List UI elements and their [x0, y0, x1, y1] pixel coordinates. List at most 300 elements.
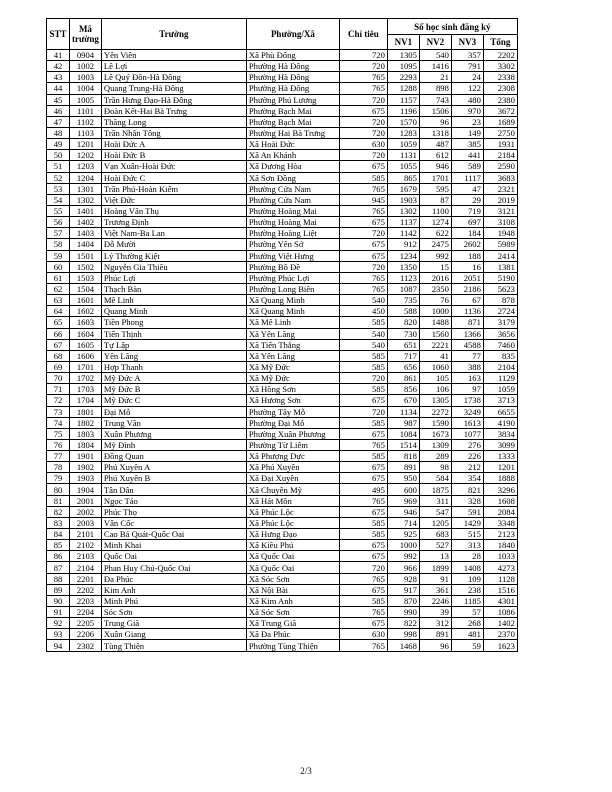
cell-quota: 585 [339, 361, 387, 372]
header-school: Trường [101, 19, 246, 50]
cell-quota: 765 [339, 272, 387, 283]
cell-ward: Phường Từ Liêm [246, 439, 339, 450]
cell-nv2: 2246 [419, 595, 451, 606]
cell-nv3: 4588 [451, 339, 483, 350]
cell-stt: 63 [47, 295, 70, 306]
cell-ward: Xã Phúc Lộc [246, 506, 339, 517]
cell-school-code: 1606 [70, 350, 102, 361]
cell-quota: 720 [339, 406, 387, 417]
cell-quota: 585 [339, 517, 387, 528]
cell-school-code: 1603 [70, 317, 102, 328]
cell-nv2: 96 [419, 640, 451, 651]
cell-nv2: 946 [419, 161, 451, 172]
cell-ward: Xã Phù Đổng [246, 50, 339, 61]
cell-nv2: 98 [419, 462, 451, 473]
cell-nv1: 950 [387, 473, 419, 484]
cell-nv1: 670 [387, 395, 419, 406]
cell-ward: Phường Bồ Đề [246, 261, 339, 272]
cell-nv1: 1679 [387, 183, 419, 194]
cell-school-name: Quang Trung-Hà Đông [101, 83, 246, 94]
cell-nv1: 1350 [387, 261, 419, 272]
cell-quota: 585 [339, 384, 387, 395]
cell-stt: 88 [47, 573, 70, 584]
cell-nv3: 791 [451, 61, 483, 72]
cell-school-code: 1602 [70, 306, 102, 317]
cell-school-name: Hoài Đức B [101, 150, 246, 161]
cell-total: 2370 [483, 629, 517, 640]
table-row [47, 306, 518, 317]
cell-stt: 79 [47, 473, 70, 484]
cell-school-name: Mỹ Đức B [101, 384, 246, 395]
cell-nv1: 1087 [387, 283, 419, 294]
cell-school-code: 1003 [70, 72, 102, 83]
cell-school-name: Việt Nam-Ba Lan [101, 228, 246, 239]
cell-nv3: 3249 [451, 406, 483, 417]
cell-stt: 89 [47, 584, 70, 595]
cell-total: 2338 [483, 72, 517, 83]
cell-stt: 55 [47, 205, 70, 216]
cell-school-name: Phúc Thọ [101, 506, 246, 517]
cell-school-name: Cao Bá Quát-Quốc Oai [101, 529, 246, 540]
cell-school-code: 1902 [70, 462, 102, 473]
cell-school-code: 1802 [70, 417, 102, 428]
cell-quota: 720 [339, 373, 387, 384]
cell-nv1: 1514 [387, 439, 419, 450]
cell-nv3: 591 [451, 506, 483, 517]
cell-school-name: Yên Viên [101, 50, 246, 61]
cell-stt: 58 [47, 239, 70, 250]
cell-nv1: 1055 [387, 161, 419, 172]
cell-school-code: 1401 [70, 205, 102, 216]
cell-nv3: 67 [451, 295, 483, 306]
cell-school-code: 2104 [70, 562, 102, 573]
cell-nv3: 2186 [451, 283, 483, 294]
table-row [47, 473, 518, 484]
cell-school-code: 1801 [70, 406, 102, 417]
cell-total: 4190 [483, 417, 517, 428]
cell-nv2: 2272 [419, 406, 451, 417]
table-row [47, 551, 518, 562]
cell-ward: Xã Yên Lãng [246, 350, 339, 361]
cell-ward: Xã Trung Giã [246, 618, 339, 629]
table-row [47, 428, 518, 439]
cell-school-name: Phú Xuyên B [101, 473, 246, 484]
cell-ward: Phường Xuân Phương [246, 428, 339, 439]
cell-nv2: 311 [419, 495, 451, 506]
cell-school-code: 1203 [70, 161, 102, 172]
cell-school-name: Kim Anh [101, 584, 246, 595]
cell-nv2: 595 [419, 183, 451, 194]
cell-total: 7460 [483, 339, 517, 350]
cell-nv3: 24 [451, 72, 483, 83]
cell-school-code: 1704 [70, 395, 102, 406]
cell-ward: Phường Việt Hưng [246, 250, 339, 261]
cell-nv3: 1117 [451, 172, 483, 183]
cell-ward: Xã Yên Lãng [246, 328, 339, 339]
cell-quota: 630 [339, 629, 387, 640]
cell-quota: 720 [339, 94, 387, 105]
cell-ward: Phường Hà Đông [246, 61, 339, 72]
cell-stt: 48 [47, 127, 70, 138]
cell-school-name: Trần Hưng Đạo-Hà Đông [101, 94, 246, 105]
cell-stt: 52 [47, 172, 70, 183]
cell-stt: 61 [47, 272, 70, 283]
cell-school-code: 2205 [70, 618, 102, 629]
cell-nv1: 1123 [387, 272, 419, 283]
cell-quota: 675 [339, 428, 387, 439]
cell-school-code: 2003 [70, 517, 102, 528]
cell-total: 1608 [483, 495, 517, 506]
cell-nv3: 871 [451, 317, 483, 328]
table-row [47, 373, 518, 384]
cell-nv2: 891 [419, 629, 451, 640]
cell-nv3: 268 [451, 618, 483, 629]
table-row [47, 94, 518, 105]
cell-nv1: 946 [387, 506, 419, 517]
cell-total: 1689 [483, 116, 517, 127]
cell-stt: 77 [47, 451, 70, 462]
cell-nv2: 1060 [419, 361, 451, 372]
cell-nv3: 970 [451, 105, 483, 116]
cell-nv3: 1613 [451, 417, 483, 428]
table-row [47, 72, 518, 83]
cell-nv1: 987 [387, 417, 419, 428]
table-row [47, 228, 518, 239]
cell-nv3: 276 [451, 439, 483, 450]
cell-stt: 69 [47, 361, 70, 372]
cell-stt: 66 [47, 328, 70, 339]
cell-quota: 630 [339, 139, 387, 150]
cell-nv2: 898 [419, 83, 451, 94]
table-row [47, 562, 518, 573]
cell-ward: Phường Đại Mỗ [246, 417, 339, 428]
cell-quota: 675 [339, 618, 387, 629]
cell-ward: Phường Phú Lương [246, 94, 339, 105]
cell-ward: Phường Bạch Mai [246, 105, 339, 116]
cell-total: 3672 [483, 105, 517, 116]
cell-nv2: 1899 [419, 562, 451, 573]
cell-nv3: 238 [451, 584, 483, 595]
cell-total: 1381 [483, 261, 517, 272]
cell-school-name: Phúc Lợi [101, 272, 246, 283]
cell-school-code: 1403 [70, 228, 102, 239]
cell-ward: Xã Hát Môn [246, 495, 339, 506]
cell-ward: Xã Kim Anh [246, 595, 339, 606]
cell-nv2: 91 [419, 573, 451, 584]
cell-school-code: 2001 [70, 495, 102, 506]
cell-stt: 94 [47, 640, 70, 651]
cell-nv2: 2016 [419, 272, 451, 283]
cell-nv1: 856 [387, 384, 419, 395]
table-row [47, 105, 518, 116]
table-row [47, 607, 518, 618]
cell-nv2: 39 [419, 607, 451, 618]
cell-nv1: 861 [387, 373, 419, 384]
cell-school-name: Trần Nhân Tông [101, 127, 246, 138]
cell-stt: 67 [47, 339, 70, 350]
cell-nv3: 122 [451, 83, 483, 94]
cell-nv1: 917 [387, 584, 419, 595]
cell-stt: 56 [47, 217, 70, 228]
table-row [47, 194, 518, 205]
cell-quota: 765 [339, 439, 387, 450]
cell-stt: 92 [47, 618, 70, 629]
cell-stt: 74 [47, 417, 70, 428]
cell-ward: Xã Mỹ Đức [246, 361, 339, 372]
cell-school-name: Phan Huy Chú-Quốc Oai [101, 562, 246, 573]
cell-nv3: 385 [451, 139, 483, 150]
cell-total: 3834 [483, 428, 517, 439]
cell-quota: 765 [339, 205, 387, 216]
cell-nv2: 743 [419, 94, 451, 105]
header-nv3: NV3 [451, 35, 483, 50]
cell-nv1: 818 [387, 451, 419, 462]
cell-nv1: 865 [387, 172, 419, 183]
cell-total: 1201 [483, 462, 517, 473]
cell-nv1: 1142 [387, 228, 419, 239]
cell-quota: 450 [339, 306, 387, 317]
cell-total: 1623 [483, 640, 517, 651]
cell-nv3: 589 [451, 161, 483, 172]
cell-school-code: 2204 [70, 607, 102, 618]
cell-quota: 540 [339, 295, 387, 306]
cell-nv2: 1506 [419, 105, 451, 116]
cell-school-name: Mỹ Đức C [101, 395, 246, 406]
cell-ward: Xã Mỹ Đức [246, 373, 339, 384]
cell-total: 5190 [483, 272, 517, 283]
cell-school-code: 1601 [70, 295, 102, 306]
cell-school-code: 1803 [70, 428, 102, 439]
cell-school-name: Nguyễn Gia Thiều [101, 261, 246, 272]
cell-school-name: Yên Lãng [101, 350, 246, 361]
table-row [47, 272, 518, 283]
table-row [47, 462, 518, 473]
cell-nv3: 97 [451, 384, 483, 395]
cell-quota: 675 [339, 395, 387, 406]
cell-nv2: 1309 [419, 439, 451, 450]
cell-stt: 87 [47, 562, 70, 573]
table-row [47, 183, 518, 194]
cell-school-name: Xuân Giang [101, 629, 246, 640]
cell-school-code: 1404 [70, 239, 102, 250]
cell-school-name: Sóc Sơn [101, 607, 246, 618]
cell-total: 1128 [483, 573, 517, 584]
cell-ward: Xã Chuyên Mỹ [246, 484, 339, 495]
cell-ward: Xã Đa Phúc [246, 629, 339, 640]
cell-total: 3179 [483, 317, 517, 328]
cell-school-code: 1202 [70, 150, 102, 161]
cell-nv2: 1305 [419, 395, 451, 406]
cell-nv1: 966 [387, 562, 419, 573]
cell-total: 1129 [483, 373, 517, 384]
cell-school-name: Xuân Phương [101, 428, 246, 439]
cell-total: 6655 [483, 406, 517, 417]
cell-quota: 720 [339, 562, 387, 573]
cell-quota: 585 [339, 172, 387, 183]
cell-nv1: 891 [387, 462, 419, 473]
cell-school-code: 2102 [70, 540, 102, 551]
cell-nv2: 622 [419, 228, 451, 239]
cell-school-code: 1702 [70, 373, 102, 384]
cell-nv1: 1196 [387, 105, 419, 116]
cell-stt: 46 [47, 105, 70, 116]
cell-total: 835 [483, 350, 517, 361]
cell-school-code: 2201 [70, 573, 102, 584]
cell-stt: 84 [47, 529, 70, 540]
cell-ward: Xã Quang Minh [246, 306, 339, 317]
cell-school-name: Lý Thường Kiệt [101, 250, 246, 261]
cell-school-code: 1102 [70, 116, 102, 127]
cell-school-code: 2203 [70, 595, 102, 606]
cell-school-code: 2206 [70, 629, 102, 640]
cell-quota: 675 [339, 462, 387, 473]
cell-total: 878 [483, 295, 517, 306]
cell-ward: Xã Phượng Dực [246, 451, 339, 462]
cell-total: 1948 [483, 228, 517, 239]
cell-nv2: 1701 [419, 172, 451, 183]
cell-nv2: 584 [419, 473, 451, 484]
cell-school-name: Mê Linh [101, 295, 246, 306]
table-row [47, 295, 518, 306]
cell-school-name: Hoài Đức A [101, 139, 246, 150]
cell-total: 3683 [483, 172, 517, 183]
cell-nv3: 1738 [451, 395, 483, 406]
cell-stt: 60 [47, 261, 70, 272]
cell-nv1: 656 [387, 361, 419, 372]
table-row [47, 150, 518, 161]
table-header [47, 19, 518, 50]
cell-nv1: 820 [387, 317, 419, 328]
cell-total: 1033 [483, 551, 517, 562]
cell-nv1: 1095 [387, 61, 419, 72]
cell-school-name: Đoàn Kết-Hai Bà Trưng [101, 105, 246, 116]
cell-quota: 720 [339, 228, 387, 239]
cell-school-name: Hợp Thanh [101, 361, 246, 372]
cell-ward: Phường Cửa Nam [246, 194, 339, 205]
cell-quota: 585 [339, 350, 387, 361]
cell-ward: Phường Yên Sở [246, 239, 339, 250]
cell-ward: Xã Hoài Đức [246, 139, 339, 150]
cell-school-code: 2101 [70, 529, 102, 540]
cell-ward: Phường Tây Mỗ [246, 406, 339, 417]
cell-quota: 585 [339, 317, 387, 328]
cell-total: 2724 [483, 306, 517, 317]
cell-quota: 675 [339, 239, 387, 250]
cell-nv1: 1305 [387, 50, 419, 61]
cell-nv2: 312 [419, 618, 451, 629]
cell-school-name: Hoàng Văn Thụ [101, 205, 246, 216]
cell-ward: Phường Hoàng Mai [246, 217, 339, 228]
cell-school-name: Tân Dân [101, 484, 246, 495]
cell-nv3: 77 [451, 350, 483, 361]
cell-nv3: 16 [451, 261, 483, 272]
cell-school-name: Vân Cốc [101, 517, 246, 528]
header-nv2: NV2 [419, 35, 451, 50]
cell-quota: 720 [339, 116, 387, 127]
cell-ward: Xã Quốc Oai [246, 551, 339, 562]
cell-nv2: 1274 [419, 217, 451, 228]
cell-quota: 675 [339, 250, 387, 261]
cell-nv2: 1488 [419, 317, 451, 328]
cell-nv3: 328 [451, 495, 483, 506]
cell-stt: 45 [47, 94, 70, 105]
cell-quota: 720 [339, 61, 387, 72]
cell-ward: Xã Quang Minh [246, 295, 339, 306]
cell-school-code: 1904 [70, 484, 102, 495]
cell-quota: 945 [339, 194, 387, 205]
cell-school-name: Đỗ Mười [101, 239, 246, 250]
cell-ward: Xã Sơn Đồng [246, 172, 339, 183]
cell-school-name: Đa Phúc [101, 573, 246, 584]
cell-ward: Phường Hà Đông [246, 83, 339, 94]
cell-school-name: Trung Văn [101, 417, 246, 428]
cell-school-code: 1103 [70, 127, 102, 138]
cell-nv1: 1137 [387, 217, 419, 228]
cell-nv3: 354 [451, 473, 483, 484]
cell-nv3: 163 [451, 373, 483, 384]
cell-nv1: 969 [387, 495, 419, 506]
cell-nv3: 821 [451, 484, 483, 495]
cell-school-name: Quốc Oai [101, 551, 246, 562]
cell-nv1: 1288 [387, 83, 419, 94]
cell-total: 1059 [483, 384, 517, 395]
header-registered-students: Số học sinh đăng ký [387, 19, 517, 35]
cell-nv3: 226 [451, 451, 483, 462]
cell-nv3: 57 [451, 607, 483, 618]
cell-total: 2184 [483, 150, 517, 161]
cell-school-name: Ngọc Tảo [101, 495, 246, 506]
cell-nv1: 912 [387, 239, 419, 250]
cell-total: 2084 [483, 506, 517, 517]
cell-nv2: 96 [419, 116, 451, 127]
cell-nv2: 1590 [419, 417, 451, 428]
cell-school-name: Trung Giã [101, 618, 246, 629]
cell-school-code: 1204 [70, 172, 102, 183]
table-row [47, 484, 518, 495]
cell-nv2: 1875 [419, 484, 451, 495]
cell-total: 4273 [483, 562, 517, 573]
cell-nv3: 2051 [451, 272, 483, 283]
cell-quota: 585 [339, 595, 387, 606]
cell-total: 2321 [483, 183, 517, 194]
cell-total: 1516 [483, 584, 517, 595]
header-nv1: NV1 [387, 35, 419, 50]
table-row [47, 317, 518, 328]
table-row [47, 439, 518, 450]
cell-stt: 42 [47, 61, 70, 72]
cell-school-name: Tùng Thiện [101, 640, 246, 651]
cell-total: 3302 [483, 61, 517, 72]
table-row [47, 573, 518, 584]
cell-total: 3713 [483, 395, 517, 406]
cell-school-code: 1201 [70, 139, 102, 150]
cell-total: 2123 [483, 529, 517, 540]
header-quota: Chỉ tiêu [339, 19, 387, 50]
cell-nv3: 719 [451, 205, 483, 216]
cell-ward: Xã Dương Hòa [246, 161, 339, 172]
cell-ward: Phường Long Biên [246, 283, 339, 294]
cell-quota: 765 [339, 183, 387, 194]
cell-nv2: 15 [419, 261, 451, 272]
cell-total: 1086 [483, 607, 517, 618]
cell-nv3: 515 [451, 529, 483, 540]
cell-nv3: 29 [451, 194, 483, 205]
cell-quota: 495 [339, 484, 387, 495]
cell-nv2: 106 [419, 384, 451, 395]
cell-ward: Phường Cửa Nam [246, 183, 339, 194]
cell-nv2: 1673 [419, 428, 451, 439]
table-row [47, 618, 518, 629]
